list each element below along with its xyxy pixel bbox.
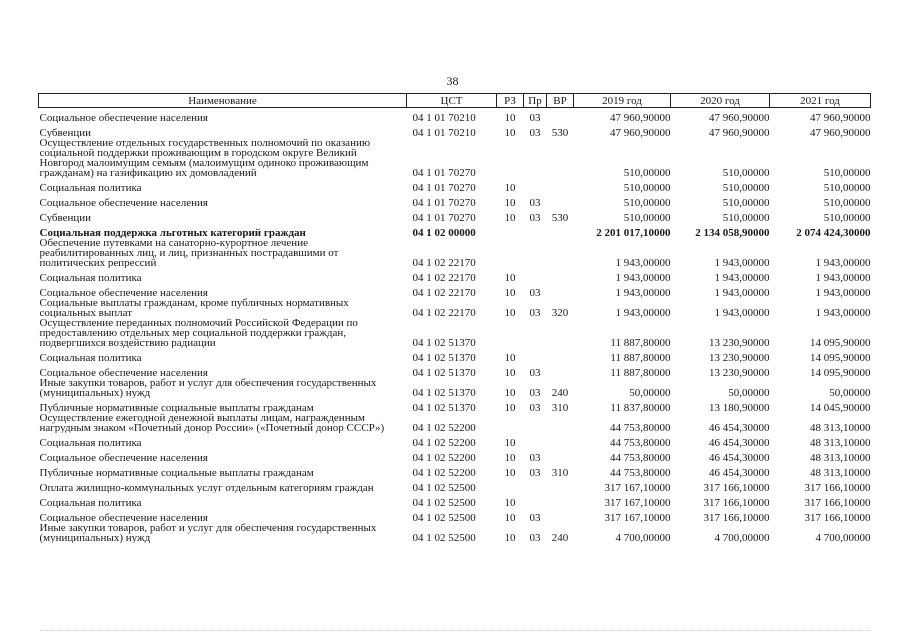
row-vr: 240 xyxy=(551,387,569,398)
row-cst: 04 1 02 00000 xyxy=(412,227,476,238)
table-row xyxy=(39,238,871,268)
row-cst: 04 1 02 52500 xyxy=(412,497,476,508)
row-vr xyxy=(547,478,574,493)
table-row xyxy=(39,318,871,348)
row-2021: 2 074 424,30000 xyxy=(796,227,871,238)
table-row xyxy=(39,223,871,238)
row-2019: 44 753,80000 xyxy=(610,437,671,448)
row-2019: 317 167,10000 xyxy=(604,482,671,493)
row-rz: 10 xyxy=(504,212,516,223)
row-vr xyxy=(547,493,574,508)
row-rz xyxy=(497,413,524,433)
row-pr xyxy=(524,223,547,238)
row-2020: 1 943,00000 xyxy=(714,307,770,318)
row-name: Социальная поддержка льготных категорий граждан xyxy=(39,227,306,238)
row-pr xyxy=(524,348,547,363)
row-cst: 04 1 02 51370 xyxy=(412,387,476,398)
table-row xyxy=(39,363,871,378)
row-name: Социальная политика xyxy=(39,352,142,363)
row-2021: 1 943,00000 xyxy=(815,307,871,318)
row-pr: 03 xyxy=(529,212,541,223)
row-rz: 10 xyxy=(504,532,516,543)
row-2021: 4 700,00000 xyxy=(815,532,871,543)
table-row xyxy=(39,523,871,543)
row-rz: 10 xyxy=(504,512,516,523)
row-2020: 510,00000 xyxy=(722,182,770,193)
row-2021: 14 095,90000 xyxy=(810,367,871,378)
row-vr xyxy=(547,178,574,193)
row-pr xyxy=(524,238,547,268)
row-2019: 510,00000 xyxy=(623,212,671,223)
row-2020: 46 454,30000 xyxy=(709,467,770,478)
row-rz: 10 xyxy=(504,452,516,463)
row-vr xyxy=(547,138,574,178)
table-row xyxy=(39,178,871,193)
table-row xyxy=(39,433,871,448)
row-rz xyxy=(497,478,524,493)
table-row xyxy=(39,508,871,523)
row-vr xyxy=(547,223,574,238)
row-2020: 510,00000 xyxy=(722,167,770,178)
row-name: Осуществление отдельных государственных полномочий по оказанию социальной поддержки проживающим в городском округе Великий Новгород малоимущим семьям (малоимущим одиноко проживающим гражданам) на газификацию их домовладений xyxy=(39,138,371,178)
row-2019: 510,00000 xyxy=(623,197,671,208)
page-bottom-artifact xyxy=(40,630,870,632)
row-2019: 317 167,10000 xyxy=(604,512,671,523)
row-cst: 04 1 02 52500 xyxy=(412,482,476,493)
row-pr: 03 xyxy=(529,112,541,123)
row-name: Осуществление переданных полномочий Российской Федерации по предоставлению отдельных мер социальной поддержки граждан, подвергшихся воздействию радиации xyxy=(39,318,358,348)
row-rz: 10 xyxy=(504,402,516,413)
row-cst: 04 1 02 52200 xyxy=(412,437,476,448)
row-2020: 50,00000 xyxy=(728,387,770,398)
row-vr: 530 xyxy=(551,212,569,223)
row-pr xyxy=(524,433,547,448)
row-cst: 04 1 02 22170 xyxy=(412,272,476,283)
table-row xyxy=(39,378,871,398)
row-name: Социальная политика xyxy=(39,182,142,193)
row-rz: 10 xyxy=(504,127,516,138)
row-vr xyxy=(547,108,574,124)
row-name: Социальное обеспечение населения xyxy=(39,197,208,208)
budget-table xyxy=(38,93,871,543)
row-2020: 1 943,00000 xyxy=(714,272,770,283)
row-vr xyxy=(547,448,574,463)
row-2020: 4 700,00000 xyxy=(714,532,770,543)
row-vr xyxy=(547,238,574,268)
table-row xyxy=(39,298,871,318)
row-pr: 03 xyxy=(529,127,541,138)
row-pr: 03 xyxy=(529,287,541,298)
table-row xyxy=(39,398,871,413)
table-row xyxy=(39,448,871,463)
row-2020: 46 454,30000 xyxy=(709,422,770,433)
row-2021: 14 095,90000 xyxy=(810,352,871,363)
row-name: Публичные нормативные социальные выплаты гражданам xyxy=(39,402,314,413)
row-cst: 04 1 01 70210 xyxy=(412,112,476,123)
row-pr: 03 xyxy=(529,402,541,413)
row-pr: 03 xyxy=(529,197,541,208)
row-2021: 48 313,10000 xyxy=(810,437,871,448)
row-2020: 47 960,90000 xyxy=(709,112,770,123)
row-rz xyxy=(497,138,524,178)
row-rz: 10 xyxy=(504,497,516,508)
row-2021: 510,00000 xyxy=(823,167,871,178)
row-rz: 10 xyxy=(504,307,516,318)
row-2019: 317 167,10000 xyxy=(604,497,671,508)
row-vr: 320 xyxy=(551,307,569,318)
row-name: Иные закупки товаров, работ и услуг для обеспечения государственных (муниципальных) нужд xyxy=(39,523,377,543)
row-vr xyxy=(547,433,574,448)
row-pr xyxy=(524,493,547,508)
row-cst: 04 1 02 51370 xyxy=(412,352,476,363)
row-name: Иные закупки товаров, работ и услуг для обеспечения государственных (муниципальных) нужд xyxy=(39,378,377,398)
row-rz: 10 xyxy=(504,367,516,378)
header-2020: 2020 год xyxy=(671,94,770,108)
table-header xyxy=(39,94,871,108)
row-2019: 1 943,00000 xyxy=(615,257,671,268)
header-2019: 2019 год xyxy=(574,94,671,108)
row-cst: 04 1 01 70270 xyxy=(412,167,476,178)
row-2019: 47 960,90000 xyxy=(610,127,671,138)
row-2019: 44 753,80000 xyxy=(610,452,671,463)
row-pr xyxy=(524,413,547,433)
row-rz: 10 xyxy=(504,272,516,283)
table-row xyxy=(39,108,871,124)
row-pr: 03 xyxy=(529,387,541,398)
row-2020: 1 943,00000 xyxy=(714,257,770,268)
row-pr xyxy=(524,178,547,193)
row-name: Субвенции xyxy=(39,212,92,223)
row-pr: 03 xyxy=(529,307,541,318)
row-pr: 03 xyxy=(529,532,541,543)
row-name: Социальная политика xyxy=(39,497,142,508)
row-vr xyxy=(547,363,574,378)
row-vr xyxy=(547,348,574,363)
row-name: Социальные выплаты гражданам, кроме публичных нормативных социальных выплат xyxy=(39,298,349,318)
row-2019: 510,00000 xyxy=(623,167,671,178)
table-row xyxy=(39,283,871,298)
row-cst: 04 1 02 52500 xyxy=(412,512,476,523)
row-pr xyxy=(524,138,547,178)
row-vr xyxy=(547,508,574,523)
table-row xyxy=(39,478,871,493)
row-2019: 1 943,00000 xyxy=(615,272,671,283)
row-2021: 510,00000 xyxy=(823,182,871,193)
row-name: Обеспечение путевками на санаторно-курортное лечение реабилитированных лиц, и лиц, признанных пострадавшими от политических репрессий xyxy=(39,238,339,268)
row-rz xyxy=(497,223,524,238)
row-2021: 510,00000 xyxy=(823,212,871,223)
row-vr xyxy=(547,193,574,208)
row-rz xyxy=(497,318,524,348)
row-2019: 11 837,80000 xyxy=(610,402,671,413)
row-cst: 04 1 02 22170 xyxy=(412,257,476,268)
table-body xyxy=(39,108,871,544)
row-2021: 14 045,90000 xyxy=(810,402,871,413)
row-2019: 11 887,80000 xyxy=(610,352,671,363)
row-rz: 10 xyxy=(504,112,516,123)
row-pr: 03 xyxy=(529,467,541,478)
table-row xyxy=(39,193,871,208)
table-row xyxy=(39,138,871,178)
row-name: Социальная политика xyxy=(39,437,142,448)
row-cst: 04 1 02 22170 xyxy=(412,307,476,318)
header-cst: ЦСТ xyxy=(407,94,497,108)
row-vr xyxy=(547,413,574,433)
table-row xyxy=(39,463,871,478)
table-row xyxy=(39,413,871,433)
row-2021: 510,00000 xyxy=(823,197,871,208)
row-rz: 10 xyxy=(504,467,516,478)
row-cst: 04 1 02 51370 xyxy=(412,402,476,413)
row-2021: 48 313,10000 xyxy=(810,422,871,433)
row-name: Социальное обеспечение населения xyxy=(39,512,208,523)
row-2021: 317 166,10000 xyxy=(804,512,871,523)
row-2020: 46 454,30000 xyxy=(709,452,770,463)
row-2019: 11 887,80000 xyxy=(610,337,671,348)
row-cst: 04 1 01 70210 xyxy=(412,127,476,138)
row-vr xyxy=(547,318,574,348)
page-number: 38 xyxy=(446,74,459,88)
row-2019: 50,00000 xyxy=(629,387,671,398)
row-rz: 10 xyxy=(504,182,516,193)
row-rz: 10 xyxy=(504,437,516,448)
table-row xyxy=(39,208,871,223)
row-name: Осуществление ежегодной денежной выплаты лицам, награжденным нагрудным знаком «Почетный донор России» («Почетный донор СССР») xyxy=(39,413,385,433)
row-2021: 48 313,10000 xyxy=(810,452,871,463)
row-vr: 240 xyxy=(551,532,569,543)
row-2020: 510,00000 xyxy=(722,212,770,223)
row-2021: 317 166,10000 xyxy=(804,497,871,508)
row-rz: 10 xyxy=(504,197,516,208)
row-name: Социальное обеспечение населения xyxy=(39,287,208,298)
row-cst: 04 1 02 52200 xyxy=(412,422,476,433)
header-rz: РЗ xyxy=(497,94,524,108)
row-cst: 04 1 02 51370 xyxy=(412,367,476,378)
row-cst: 04 1 02 22170 xyxy=(412,287,476,298)
table-row xyxy=(39,268,871,283)
row-name: Социальная политика xyxy=(39,272,142,283)
row-2021: 1 943,00000 xyxy=(815,287,871,298)
header-name: Наименование xyxy=(39,94,407,108)
row-pr xyxy=(524,318,547,348)
header-vr: ВР xyxy=(547,94,574,108)
row-2019: 11 887,80000 xyxy=(610,367,671,378)
row-2019: 44 753,80000 xyxy=(610,422,671,433)
row-2020: 510,00000 xyxy=(722,197,770,208)
row-2021: 1 943,00000 xyxy=(815,257,871,268)
row-2020: 13 230,90000 xyxy=(709,352,770,363)
row-2020: 2 134 058,90000 xyxy=(695,227,770,238)
row-2021: 50,00000 xyxy=(829,387,871,398)
row-2020: 317 166,10000 xyxy=(703,512,770,523)
row-2019: 1 943,00000 xyxy=(615,307,671,318)
row-name: Социальное обеспечение населения xyxy=(39,112,208,123)
row-2020: 47 960,90000 xyxy=(709,127,770,138)
row-2021: 47 960,90000 xyxy=(810,127,871,138)
table-row xyxy=(39,348,871,363)
row-2021: 1 943,00000 xyxy=(815,272,871,283)
row-2020: 13 230,90000 xyxy=(709,367,770,378)
row-2019: 44 753,80000 xyxy=(610,467,671,478)
row-vr xyxy=(547,283,574,298)
row-rz xyxy=(497,238,524,268)
row-rz: 10 xyxy=(504,287,516,298)
header-2021: 2021 год xyxy=(770,94,871,108)
row-2021: 317 166,10000 xyxy=(804,482,871,493)
row-2019: 510,00000 xyxy=(623,182,671,193)
row-2019: 47 960,90000 xyxy=(610,112,671,123)
row-2020: 46 454,30000 xyxy=(709,437,770,448)
row-cst: 04 1 02 52500 xyxy=(412,532,476,543)
row-name: Публичные нормативные социальные выплаты гражданам xyxy=(39,467,314,478)
row-name: Оплата жилищно-коммунальных услуг отдельным категориям граждан xyxy=(39,482,374,493)
row-cst: 04 1 02 52200 xyxy=(412,452,476,463)
row-rz: 10 xyxy=(504,352,516,363)
row-vr xyxy=(547,268,574,283)
row-2019: 1 943,00000 xyxy=(615,287,671,298)
row-2020: 13 230,90000 xyxy=(709,337,770,348)
table-row xyxy=(39,493,871,508)
header-pr: Пр xyxy=(524,94,547,108)
row-cst: 04 1 02 52200 xyxy=(412,467,476,478)
row-vr: 310 xyxy=(551,467,569,478)
row-2019: 2 201 017,10000 xyxy=(596,227,671,238)
row-pr: 03 xyxy=(529,452,541,463)
row-2020: 317 166,10000 xyxy=(703,482,770,493)
row-cst: 04 1 01 70270 xyxy=(412,182,476,193)
row-2021: 14 095,90000 xyxy=(810,337,871,348)
row-2021: 47 960,90000 xyxy=(810,112,871,123)
row-2019: 4 700,00000 xyxy=(615,532,671,543)
row-vr: 530 xyxy=(551,127,569,138)
row-pr: 03 xyxy=(529,512,541,523)
row-cst: 04 1 01 70270 xyxy=(412,212,476,223)
row-2020: 1 943,00000 xyxy=(714,287,770,298)
row-2021: 48 313,10000 xyxy=(810,467,871,478)
row-2020: 317 166,10000 xyxy=(703,497,770,508)
table-row xyxy=(39,123,871,138)
row-name: Социальное обеспечение населения xyxy=(39,452,208,463)
row-cst: 04 1 02 51370 xyxy=(412,337,476,348)
row-pr: 03 xyxy=(529,367,541,378)
row-vr: 310 xyxy=(551,402,569,413)
row-pr xyxy=(524,268,547,283)
row-2020: 13 180,90000 xyxy=(709,402,770,413)
row-name: Социальное обеспечение населения xyxy=(39,367,208,378)
row-name: Субвенции xyxy=(39,127,92,138)
row-pr xyxy=(524,478,547,493)
row-rz: 10 xyxy=(504,387,516,398)
row-cst: 04 1 01 70270 xyxy=(412,197,476,208)
